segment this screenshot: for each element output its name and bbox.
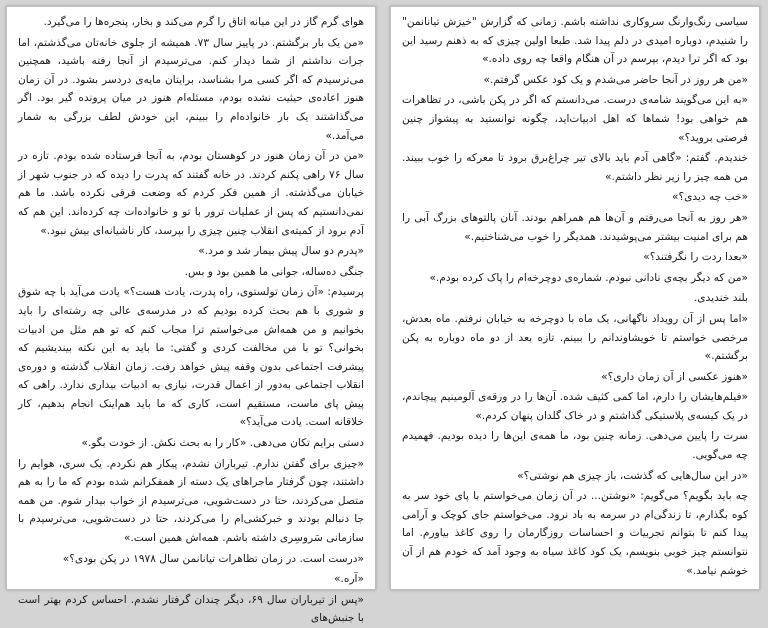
left-page-text <box>18 13 364 628</box>
paragraph: «خب چه دیدی؟» <box>671 191 748 204</box>
paragraph: «من هر روز در آنجا حاضر می‌شدم و یک کود عکس گرفتم.» <box>483 73 748 86</box>
paragraph: سیاسی رنگ‌وارنگ سروکاری نداشته باشم. زمانی که گزارش "خیزش تیانانمن" را شنیدم، دوباره امیدی در دلم پیدا شد. طبعا اولین چیزی که به ذهنم رسید این بود که اگر ترا دیدم، بپرسم در آن هنگام واقعا چه روی داده.» <box>402 16 748 66</box>
paragraph: «بعدا ردت را نگرفتند؟» <box>643 251 748 264</box>
paragraph: سرت را پایین می‌دهی. زمانه چنین بود، ما همه‌ی این‌ها را دیده بودیم. فهمیدم چه می‌گویی. <box>402 430 748 462</box>
paragraph: «چیزی برای گفتن ندارم. تیرباران نشدم، پیکار هم نکردم. یک سری، هوایم را داشتند، چون گرفتار ماجراهای یک دسته از همفکرانم شده بودم که ما را به هم متصل می‌کردند، حتا در دست‌شویی، می‌ترسیدم از خواب بیدار شوم. من همه جا دنبالم بودند و خبرکشی‌ام را می‌کردند، حتا در دست‌شویی، می‌ترسیدم با سازمانی سَروسِری داشته باشم. همه‌اش همین است.» <box>18 457 364 545</box>
paragraph: «فیلم‌هایشان را دارم، اما کمی کثیف شده. آن‌ها را در ورقه‌ی آلومینیم پیچاندم، در یک کیسه‌ی پلاستیکی گذاشتم و در خاک گلدان پنهان کردم.» <box>402 391 748 422</box>
paragraph: «هنوز عکسی از آن زمان داری؟» <box>601 370 748 383</box>
paragraph: «پس از تیرباران سال ۶۹، دیگر چندان گرفتار نشدم. احساس کردم بهتر است با جنبش‌های <box>18 593 364 625</box>
paragraph: جنگی ده‌ساله، جوانی ما همین بود و بس. <box>184 265 364 278</box>
right-page-text <box>402 13 748 580</box>
paragraph: «به این می‌گویند شامه‌ی درست. می‌دانستم که اگر در پکن باشی، در تظاهرات هم خواهی بود! شماها که اهل ادبیات‌اید، چگونه توانستید به پیشواز چنین فرصتی بروید؟» <box>402 94 748 144</box>
paragraph: خندیدم. گفتم: «گاهی آدم باید بالای تیر چراغ‌برق برود تا معرکه را خوب ببیند. من همه چیز را زیر نظر داشتم.» <box>402 152 748 183</box>
paragraph: «من در آن زمان هنوز در کوهستان بودم، به آنجا فرستاده شده بودم. تازه در سال ۷۶ راهی پکنم کردند. در خانه گفتند که پدرت را دیده که در جنوب شهر از خیابان می‌گذشته. از همین فکر کردم که وضعت فرقی نکرده باشد. ما هم نمی‌دانستیم که پس از عملیات ترور با تو و خانواده‌ات چه کرده‌اند. این هم که آدم برود از کمیته‌ی انقلاب چنین چیزی را بپرسد، کار ناشیانه‌ای بیش نبود.» <box>18 150 364 237</box>
paragraph: «من یک بار برگشتم. در پاییز سال ۷۳. همیشه از جلوی خانه‌تان می‌گذشتم، اما جرات نداشتم از شما دیدار کنم. می‌ترسیدم از آنجا رفته باشید، همچنین می‌ترسیدم که اگر کسی مرا بشناسد، برایتان مایه‌ی دردسر بشود. در آن زمان هنوز اعاده‌ی حیثیت نشده بودم، مسئله‌ام هنوز در میان پرونده گیر بود. اگر می‌گذاشتند یک بار خانواده‌ام را ببینم، این خودش لطف بزرگی به شمار می‌آمد.» <box>18 36 364 142</box>
right-page <box>390 6 760 590</box>
paragraph: «آره.» <box>334 573 364 586</box>
paragraph: «هر روز به آنجا می‌رفتم و آن‌ها هم همراهم بودند. آنان پالتوهای بزرگ آبی را هم برای امنیت بیشتر می‌پوشیدند. همدیگر را خوب می‌شناختیم.» <box>402 211 748 243</box>
paragraph: دستی برایم تکان می‌دهی. «کار را به بحث نکش. از خودت بگو.» <box>81 437 364 450</box>
paragraph: چه باید بگویم؟ می‌گویم: «نوشتن... در آن زمان می‌خواستم با پای خود سر به کوه بگذارم، تا زندگی‌ام در سرمه به باد نرود. می‌خواستم جای کوچک و آرامی پیدا کنم تا بتوانم تجربیات و احساسات روزگارمان را روی کاغذ بیاورم. اما نتوانستم چیز خوبی بنویسم، یک کود کاغذ سیاه به وجود آمد که خودم هم از آن خوشم نیامد.» <box>402 490 748 577</box>
paragraph: پرسیدم: «آن زمان تولستوی، راه پدرت، یادت هست؟» یادت می‌آید با چه شوق و شوری با هم بحث کرده بودیم که در مدرسه‌ی عالی چه رشته‌ای را باید بخوانیم و من همه‌اش می‌خواستم ترا مجاب کنم که تو هم مثل من ادبیات بخوانی؟ تو با من مخالفت کردی و گفتی: ما باید به این نکته بیندیشیم که پیشرفت اجتماعی بدون وقفه پیش خواهد رفت. زمان انقلاب گذشته و دوره‌ی انقلاب اجتماعی به‌دور از اعمال قدرت، نیازی به ادبیات بیداری ندارد. راهی که پیش پای ماست، مستقیم است، کاری که ما باید هم‌اینک انجام بدهیم، کار خلاقانه است. یادت می‌آید؟» <box>18 286 364 429</box>
paragraph: «اما پس از آن رویداد ناگهانی، یک ماه با دوچرخه به خیابان نرفتم. ماه بعدش، مرخصی خواستم تا خویشاوندانم را ببینم. تازه بعد از دو ماه دوباره به پکن برگشتم.» <box>402 312 748 363</box>
paragraph: «درست است. در زمان تظاهرات تیانانمن سال ۱۹۷۸ در پکن بودی؟» <box>62 552 364 565</box>
paragraph: بلند خندیدی. <box>693 292 748 305</box>
paragraph: هوای گرم گاز در این میانه اتاق را گرم می‌کند و بخار، پنجره‌ها را می‌گیرد. <box>43 16 364 28</box>
paragraph: «من که دیگر بچه‌ی نادانی نبودم. شماره‌ی دوچرخه‌ام را پاک کرده بودم.» <box>429 271 748 284</box>
paragraph: «پدرم دو سال پیش بیمار شد و مرد.» <box>198 245 364 258</box>
left-page <box>6 6 376 625</box>
paragraph: «در این سال‌هایی که گذشت، باز چیزی هم نوشتی؟» <box>517 469 748 482</box>
